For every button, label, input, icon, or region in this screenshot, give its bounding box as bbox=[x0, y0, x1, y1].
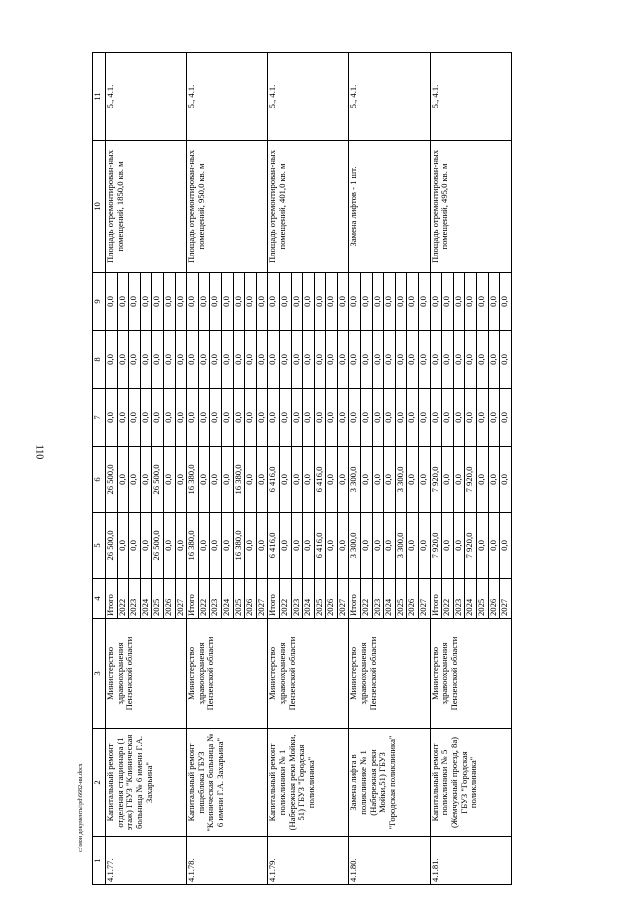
amount-cell: 0,0 bbox=[477, 331, 489, 389]
amount-cell: 0,0 bbox=[384, 389, 396, 447]
amount-cell: 0,0 bbox=[256, 273, 268, 331]
year-cell: 2026 bbox=[245, 579, 257, 619]
amount-cell: 0,0 bbox=[407, 447, 419, 513]
amount-cell: 0,0 bbox=[372, 331, 384, 389]
amount-cell: 0,0 bbox=[419, 447, 431, 513]
amount-cell: 0,0 bbox=[268, 273, 280, 331]
year-cell: 2027 bbox=[175, 579, 187, 619]
col-header: 5 bbox=[93, 513, 106, 579]
amount-cell: 0,0 bbox=[477, 273, 489, 331]
amount-cell: 0,0 bbox=[442, 331, 454, 389]
amount-cell: 3 300,0 bbox=[395, 447, 407, 513]
amount-cell: 0,0 bbox=[140, 273, 152, 331]
year-cell: Итого bbox=[268, 579, 280, 619]
amount-cell: 7 920,0 bbox=[465, 513, 477, 579]
amount-cell: 0,0 bbox=[303, 273, 315, 331]
amount-cell: 0,0 bbox=[477, 389, 489, 447]
amount-cell: 7 920,0 bbox=[430, 447, 442, 513]
amount-cell: 0,0 bbox=[221, 331, 233, 389]
amount-cell: 0,0 bbox=[372, 513, 384, 579]
result-indicator-cell: Площадь отремонтирован-ных помещений, 1850,0 кв. м bbox=[106, 141, 187, 273]
year-cell: 2024 bbox=[465, 579, 477, 619]
amount-cell: 0,0 bbox=[245, 513, 257, 579]
amount-cell: 0,0 bbox=[245, 389, 257, 447]
item-name-cell: Капитальный ремонт поликлиники № 5 (Жемчужный проезд, 8а) ГБУЗ "Городская поликлиника" bbox=[430, 729, 511, 837]
col-header: 11 bbox=[93, 53, 106, 141]
amount-cell: 0,0 bbox=[477, 513, 489, 579]
amount-cell: 0,0 bbox=[303, 389, 315, 447]
col-header: 2 bbox=[93, 729, 106, 837]
amount-cell: 0,0 bbox=[384, 273, 396, 331]
amount-cell: 0,0 bbox=[175, 447, 187, 513]
amount-cell: 0,0 bbox=[279, 447, 291, 513]
amount-cell: 0,0 bbox=[279, 389, 291, 447]
amount-cell: 0,0 bbox=[453, 389, 465, 447]
responsible-org-cell: Министерство здравоохранения Пензенской области bbox=[187, 619, 268, 729]
table-row bbox=[268, 53, 280, 885]
amount-cell: 0,0 bbox=[384, 331, 396, 389]
item-number-cell: 4.1.77. bbox=[106, 837, 187, 885]
amount-cell: 0,0 bbox=[187, 389, 199, 447]
amount-cell: 0,0 bbox=[384, 447, 396, 513]
amount-cell: 26 500,0 bbox=[106, 513, 118, 579]
table-body bbox=[106, 53, 512, 885]
amount-cell: 0,0 bbox=[245, 273, 257, 331]
amount-cell: 0,0 bbox=[349, 273, 361, 331]
amount-cell: 0,0 bbox=[326, 331, 338, 389]
year-cell: 2023 bbox=[291, 579, 303, 619]
amount-cell: 0,0 bbox=[442, 389, 454, 447]
amount-cell: 0,0 bbox=[488, 389, 500, 447]
amount-cell: 0,0 bbox=[198, 513, 210, 579]
amount-cell: 0,0 bbox=[303, 513, 315, 579]
amount-cell: 0,0 bbox=[279, 273, 291, 331]
amount-cell: 0,0 bbox=[245, 447, 257, 513]
col-header: 6 bbox=[93, 447, 106, 513]
amount-cell: 0,0 bbox=[291, 389, 303, 447]
amount-cell: 0,0 bbox=[268, 331, 280, 389]
amount-cell: 0,0 bbox=[419, 273, 431, 331]
amount-cell: 0,0 bbox=[291, 447, 303, 513]
amount-cell: 0,0 bbox=[210, 447, 222, 513]
amount-cell: 0,0 bbox=[395, 389, 407, 447]
col-header: 8 bbox=[93, 331, 106, 389]
amount-cell: 0,0 bbox=[291, 273, 303, 331]
amount-cell: 0,0 bbox=[117, 513, 129, 579]
year-cell: 2025 bbox=[477, 579, 489, 619]
amount-cell: 0,0 bbox=[256, 447, 268, 513]
col-header: 10 bbox=[93, 141, 106, 273]
year-cell: 2022 bbox=[442, 579, 454, 619]
amount-cell: 0,0 bbox=[430, 331, 442, 389]
amount-cell: 0,0 bbox=[395, 331, 407, 389]
amount-cell: 0,0 bbox=[140, 331, 152, 389]
amount-cell: 0,0 bbox=[140, 513, 152, 579]
amount-cell: 0,0 bbox=[117, 389, 129, 447]
year-cell: 2026 bbox=[163, 579, 175, 619]
amount-cell: 0,0 bbox=[430, 389, 442, 447]
amount-cell: 0,0 bbox=[210, 389, 222, 447]
table-row bbox=[106, 53, 118, 885]
amount-cell: 0,0 bbox=[488, 331, 500, 389]
amount-cell: 0,0 bbox=[187, 331, 199, 389]
year-cell: 2026 bbox=[407, 579, 419, 619]
year-cell: 2025 bbox=[395, 579, 407, 619]
amount-cell: 0,0 bbox=[303, 331, 315, 389]
col-header: 3 bbox=[93, 619, 106, 729]
amount-cell: 0,0 bbox=[210, 331, 222, 389]
amount-cell: 0,0 bbox=[372, 389, 384, 447]
amount-cell: 0,0 bbox=[442, 513, 454, 579]
amount-cell: 0,0 bbox=[430, 273, 442, 331]
amount-cell: 0,0 bbox=[163, 331, 175, 389]
amount-cell: 0,0 bbox=[129, 447, 141, 513]
amount-cell: 0,0 bbox=[163, 513, 175, 579]
amount-cell: 0,0 bbox=[384, 513, 396, 579]
year-cell: Итого bbox=[349, 579, 361, 619]
amount-cell: 0,0 bbox=[326, 447, 338, 513]
amount-cell: 0,0 bbox=[245, 331, 257, 389]
item-name-cell: Замена лифта в поликлинике № 1 (Набережная реки Мойки,51) ГБУЗ "Городская поликлиника" bbox=[349, 729, 430, 837]
amount-cell: 0,0 bbox=[337, 273, 349, 331]
amount-cell: 0,0 bbox=[419, 513, 431, 579]
amount-cell: 0,0 bbox=[453, 331, 465, 389]
year-cell: 2024 bbox=[303, 579, 315, 619]
col-header: 1 bbox=[93, 837, 106, 885]
amount-cell: 0,0 bbox=[175, 513, 187, 579]
amount-cell: 0,0 bbox=[129, 331, 141, 389]
amount-cell: 6 416,0 bbox=[314, 447, 326, 513]
year-cell: 2027 bbox=[337, 579, 349, 619]
amount-cell: 0,0 bbox=[500, 513, 512, 579]
result-indicator-cell: Площадь отремонтирован-ных помещений, 495,0 кв. м bbox=[430, 141, 511, 273]
year-cell: 2026 bbox=[326, 579, 338, 619]
amount-cell: 0,0 bbox=[303, 447, 315, 513]
amount-cell: 0,0 bbox=[361, 273, 373, 331]
amount-cell: 0,0 bbox=[117, 273, 129, 331]
amount-cell: 0,0 bbox=[198, 331, 210, 389]
result-indicator-cell: Площадь отремонтирован-ных помещений, 401,0 кв. м bbox=[268, 141, 349, 273]
amount-cell: 0,0 bbox=[163, 273, 175, 331]
amount-cell: 0,0 bbox=[291, 513, 303, 579]
amount-cell: 0,0 bbox=[419, 331, 431, 389]
amount-cell: 0,0 bbox=[106, 331, 118, 389]
amount-cell: 0,0 bbox=[326, 513, 338, 579]
amount-cell: 0,0 bbox=[488, 513, 500, 579]
responsible-org-cell: Министерство здравоохранения Пензенской области bbox=[268, 619, 349, 729]
year-cell: 2022 bbox=[198, 579, 210, 619]
table-row bbox=[430, 53, 442, 885]
amount-cell: 0,0 bbox=[477, 447, 489, 513]
amount-cell: 26 500,0 bbox=[106, 447, 118, 513]
amount-cell: 0,0 bbox=[465, 331, 477, 389]
amount-cell: 0,0 bbox=[187, 273, 199, 331]
amount-cell: 0,0 bbox=[198, 273, 210, 331]
year-cell: 2022 bbox=[117, 579, 129, 619]
amount-cell: 0,0 bbox=[372, 273, 384, 331]
amount-cell: 0,0 bbox=[279, 513, 291, 579]
year-cell: 2023 bbox=[453, 579, 465, 619]
year-cell: 2022 bbox=[361, 579, 373, 619]
year-cell: 2027 bbox=[419, 579, 431, 619]
amount-cell: 0,0 bbox=[349, 389, 361, 447]
amount-cell: 0,0 bbox=[117, 447, 129, 513]
amount-cell: 16 380,0 bbox=[233, 513, 245, 579]
amount-cell: 0,0 bbox=[256, 389, 268, 447]
amount-cell: 0,0 bbox=[268, 389, 280, 447]
amount-cell: 0,0 bbox=[198, 447, 210, 513]
item-name-cell: Капитальный ремонт поликлиники № 1 (Набережная реки Мойки, 51) ГБУЗ "Городская поликлиника" bbox=[268, 729, 349, 837]
amount-cell: 0,0 bbox=[129, 513, 141, 579]
amount-cell: 0,0 bbox=[152, 331, 164, 389]
amount-cell: 0,0 bbox=[442, 273, 454, 331]
amount-cell: 7 920,0 bbox=[430, 513, 442, 579]
amount-cell: 0,0 bbox=[337, 447, 349, 513]
amount-cell: 16 380,0 bbox=[187, 447, 199, 513]
amount-cell: 0,0 bbox=[337, 331, 349, 389]
amount-cell: 0,0 bbox=[361, 331, 373, 389]
amount-cell: 0,0 bbox=[210, 273, 222, 331]
amount-cell: 0,0 bbox=[314, 331, 326, 389]
result-indicator-cell: Площадь отремонтирован-ных помещений, 950,0 кв. м bbox=[187, 141, 268, 273]
amount-cell: 0,0 bbox=[175, 389, 187, 447]
reference-cell: 5., 4.1. bbox=[430, 53, 511, 141]
col-header: 9 bbox=[93, 273, 106, 331]
col-header: 4 bbox=[93, 579, 106, 619]
amount-cell: 0,0 bbox=[163, 389, 175, 447]
amount-cell: 0,0 bbox=[442, 447, 454, 513]
item-name-cell: Капитальный ремонт отделения стационара (1 этаж) ГБУЗ "Клиническая больница № 6 имени Г.А. Захарьина" bbox=[106, 729, 187, 837]
amount-cell: 0,0 bbox=[198, 389, 210, 447]
year-cell: Итого bbox=[430, 579, 442, 619]
year-cell: Итого bbox=[106, 579, 118, 619]
year-cell: 2023 bbox=[372, 579, 384, 619]
amount-cell: 0,0 bbox=[407, 389, 419, 447]
reference-cell: 5., 4.1. bbox=[187, 53, 268, 141]
amount-cell: 16 380,0 bbox=[233, 447, 245, 513]
amount-cell: 0,0 bbox=[233, 273, 245, 331]
rotated-table-area bbox=[92, 55, 520, 885]
year-cell: 2025 bbox=[152, 579, 164, 619]
footer-file-path: c:\мои документы\pd\6682-ии.docx bbox=[78, 763, 84, 852]
amount-cell: 0,0 bbox=[140, 447, 152, 513]
year-cell: 2025 bbox=[233, 579, 245, 619]
amount-cell: 0,0 bbox=[129, 273, 141, 331]
amount-cell: 0,0 bbox=[372, 447, 384, 513]
item-name-cell: Капитальный ремонт пищеблока ГБУЗ "Клиническая больница № 6 имени Г.А. Захарьина" bbox=[187, 729, 268, 837]
amount-cell: 0,0 bbox=[256, 331, 268, 389]
item-number-cell: 4.1.79. bbox=[268, 837, 349, 885]
amount-cell: 0,0 bbox=[453, 447, 465, 513]
reference-cell: 5., 4.1. bbox=[268, 53, 349, 141]
amount-cell: 0,0 bbox=[500, 273, 512, 331]
amount-cell: 0,0 bbox=[407, 513, 419, 579]
item-number-cell: 4.1.78. bbox=[187, 837, 268, 885]
amount-cell: 26 500,0 bbox=[152, 447, 164, 513]
year-cell: 2027 bbox=[500, 579, 512, 619]
amount-cell: 0,0 bbox=[152, 273, 164, 331]
amount-cell: 0,0 bbox=[129, 389, 141, 447]
year-cell: Итого bbox=[187, 579, 199, 619]
amount-cell: 0,0 bbox=[140, 389, 152, 447]
amount-cell: 0,0 bbox=[106, 273, 118, 331]
responsible-org-cell: Министерство здравоохранения Пензенской области bbox=[106, 619, 187, 729]
amount-cell: 0,0 bbox=[453, 513, 465, 579]
amount-cell: 3 300,0 bbox=[395, 513, 407, 579]
amount-cell: 0,0 bbox=[326, 273, 338, 331]
year-cell: 2026 bbox=[488, 579, 500, 619]
year-cell: 2024 bbox=[221, 579, 233, 619]
amount-cell: 6 416,0 bbox=[268, 513, 280, 579]
amount-cell: 0,0 bbox=[106, 389, 118, 447]
amount-cell: 0,0 bbox=[221, 389, 233, 447]
amount-cell: 0,0 bbox=[152, 389, 164, 447]
amount-cell: 7 920,0 bbox=[465, 447, 477, 513]
col-header: 7 bbox=[93, 389, 106, 447]
amount-cell: 0,0 bbox=[233, 331, 245, 389]
amount-cell: 0,0 bbox=[314, 389, 326, 447]
amount-cell: 0,0 bbox=[419, 389, 431, 447]
amount-cell: 0,0 bbox=[465, 273, 477, 331]
year-cell: 2022 bbox=[279, 579, 291, 619]
year-cell: 2027 bbox=[256, 579, 268, 619]
amount-cell: 3 300,0 bbox=[349, 447, 361, 513]
amount-cell: 0,0 bbox=[465, 389, 477, 447]
amount-cell: 0,0 bbox=[349, 331, 361, 389]
year-cell: 2023 bbox=[129, 579, 141, 619]
year-cell: 2023 bbox=[210, 579, 222, 619]
amount-cell: 0,0 bbox=[488, 447, 500, 513]
amount-cell: 0,0 bbox=[361, 447, 373, 513]
amount-cell: 0,0 bbox=[210, 513, 222, 579]
amount-cell: 0,0 bbox=[453, 273, 465, 331]
responsible-org-cell: Министерство здравоохранения Пензенской области bbox=[430, 619, 511, 729]
amount-cell: 0,0 bbox=[326, 389, 338, 447]
year-cell: 2024 bbox=[384, 579, 396, 619]
program-table bbox=[92, 52, 512, 885]
amount-cell: 6 416,0 bbox=[314, 513, 326, 579]
amount-cell: 0,0 bbox=[291, 331, 303, 389]
amount-cell: 0,0 bbox=[175, 273, 187, 331]
amount-cell: 0,0 bbox=[361, 513, 373, 579]
amount-cell: 0,0 bbox=[500, 389, 512, 447]
year-cell: 2025 bbox=[314, 579, 326, 619]
amount-cell: 0,0 bbox=[117, 331, 129, 389]
amount-cell: 0,0 bbox=[256, 513, 268, 579]
amount-cell: 26 500,0 bbox=[152, 513, 164, 579]
amount-cell: 0,0 bbox=[500, 447, 512, 513]
amount-cell: 3 300,0 bbox=[349, 513, 361, 579]
amount-cell: 0,0 bbox=[163, 447, 175, 513]
reference-cell: 5., 4.1. bbox=[106, 53, 187, 141]
column-number-row bbox=[93, 53, 106, 885]
amount-cell: 0,0 bbox=[314, 273, 326, 331]
amount-cell: 0,0 bbox=[221, 273, 233, 331]
reference-cell: 5., 4.1. bbox=[349, 53, 430, 141]
amount-cell: 16 380,0 bbox=[187, 513, 199, 579]
amount-cell: 0,0 bbox=[279, 331, 291, 389]
page-number: 110 bbox=[33, 444, 45, 460]
amount-cell: 0,0 bbox=[233, 389, 245, 447]
amount-cell: 0,0 bbox=[500, 331, 512, 389]
amount-cell: 0,0 bbox=[407, 273, 419, 331]
amount-cell: 0,0 bbox=[221, 513, 233, 579]
amount-cell: 0,0 bbox=[221, 447, 233, 513]
item-number-cell: 4.1.80. bbox=[349, 837, 430, 885]
amount-cell: 0,0 bbox=[407, 331, 419, 389]
result-indicator-cell: Замена лифтов - 1 шт. bbox=[349, 141, 430, 273]
amount-cell: 0,0 bbox=[175, 331, 187, 389]
item-number-cell: 4.1.81. bbox=[430, 837, 511, 885]
table-row bbox=[349, 53, 361, 885]
amount-cell: 0,0 bbox=[337, 389, 349, 447]
amount-cell: 0,0 bbox=[361, 389, 373, 447]
amount-cell: 6 416,0 bbox=[268, 447, 280, 513]
responsible-org-cell: Министерство здравоохранения Пензенской области bbox=[349, 619, 430, 729]
amount-cell: 0,0 bbox=[337, 513, 349, 579]
amount-cell: 0,0 bbox=[488, 273, 500, 331]
year-cell: 2024 bbox=[140, 579, 152, 619]
amount-cell: 0,0 bbox=[395, 273, 407, 331]
table-row bbox=[187, 53, 199, 885]
